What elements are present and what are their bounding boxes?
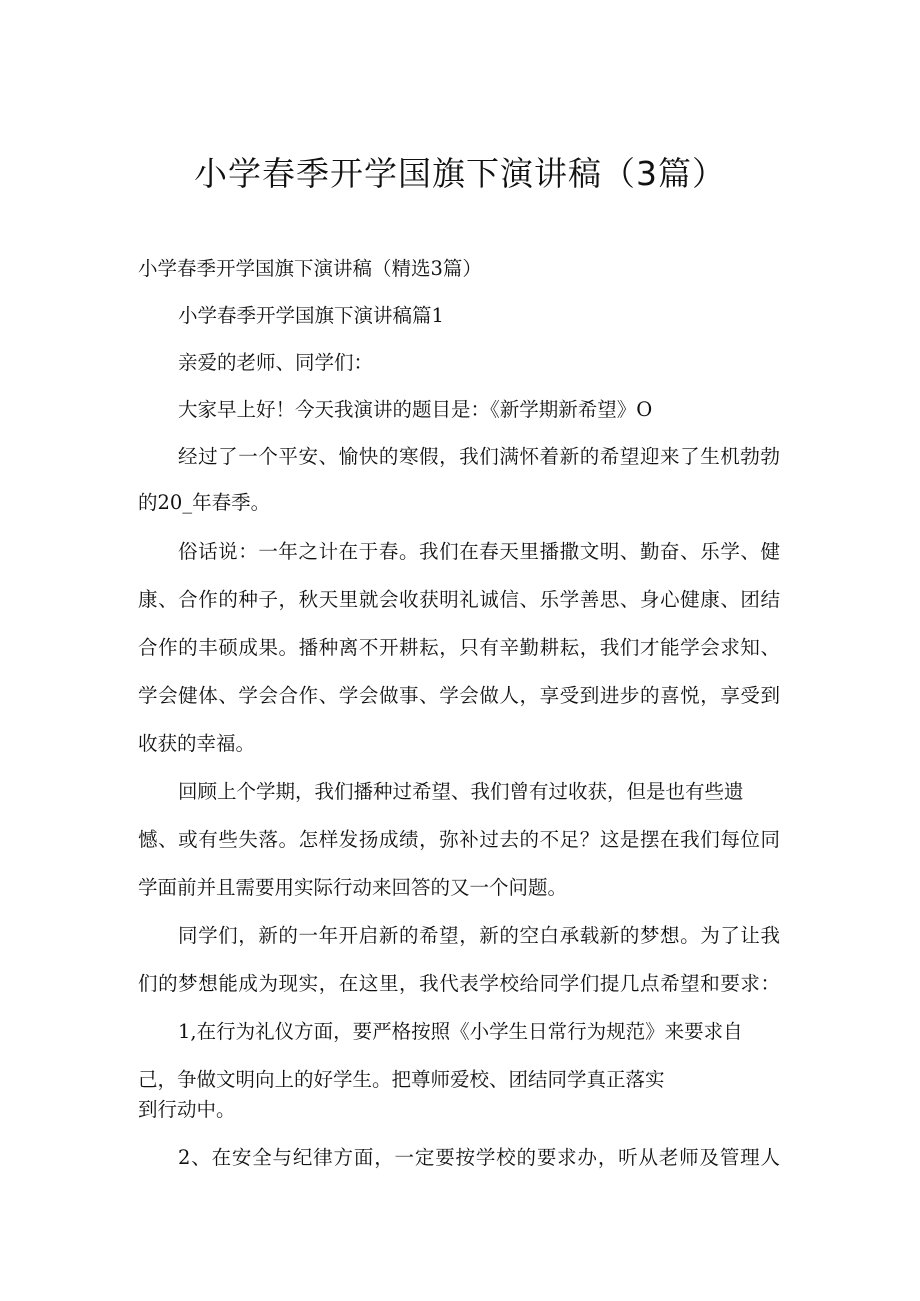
paragraph-line: 合作的丰硕成果。播种离不开耕耘，只有辛勤耕耘，我们才能学会求知、 xyxy=(138,636,780,659)
paragraph-line: 到行动中。 xyxy=(138,1098,236,1121)
paragraph-line: 大家早上好！今天我演讲的题目是：《新学期新希望》O xyxy=(178,398,653,421)
section-heading: 小学春季开学国旗下演讲稿篇1 xyxy=(178,304,444,327)
paragraph-line: 1,在行为礼仪方面，要严格按照《小学生日常行为规范》来要求自 xyxy=(178,1020,743,1043)
paragraph-line: 收获的幸福。 xyxy=(138,732,256,755)
paragraph-line: 憾、或有些失落。怎样发扬成绩，弥补过去的不足？这是摆在我们每位同 xyxy=(138,828,780,851)
paragraph-line: 同学们，新的一年开启新的希望，新的空白承载新的梦想。为了让我 xyxy=(178,924,780,947)
paragraph-line: 回顾上个学期，我们播种过希望、我们曾有过收获，但是也有些遗 xyxy=(178,780,744,803)
paragraph-line: 学面前并且需要用实际行动来回答的又一个问题。 xyxy=(138,876,568,899)
document-title: 小学春季开学国旗下演讲稿（3篇） xyxy=(194,154,726,193)
document-subtitle: 小学春季开学国旗下演讲稿（精选3篇） xyxy=(138,257,482,280)
paragraph-line: 们的梦想能成为现实，在这里，我代表学校给同学们提几点希望和要求： xyxy=(138,972,780,995)
paragraph-line: 2、在安全与纪律方面，一定要按学校的要求办，听从老师及管理人 xyxy=(178,1146,780,1169)
paragraph-line: 的20_年春季。 xyxy=(138,491,271,514)
paragraph-line: 己，争做文明向上的好学生。把尊师爱校、团结同学真正落实 xyxy=(138,1068,665,1091)
paragraph-line: 康、合作的种子，秋天里就会收获明礼诚信、乐学善思、身心健康、团结 xyxy=(138,588,780,611)
paragraph-line: 学会健体、学会合作、学会做事、学会做人，享受到进步的喜悦，享受到 xyxy=(138,684,780,707)
salutation: 亲爱的老师、同学们： xyxy=(178,351,374,374)
paragraph-line: 经过了一个平安、愉快的寒假，我们满怀着新的希望迎来了生机勃勃 xyxy=(178,445,780,468)
paragraph-line: 俗话说：一年之计在于春。我们在春天里播撒文明、勤奋、乐学、健 xyxy=(178,540,780,563)
